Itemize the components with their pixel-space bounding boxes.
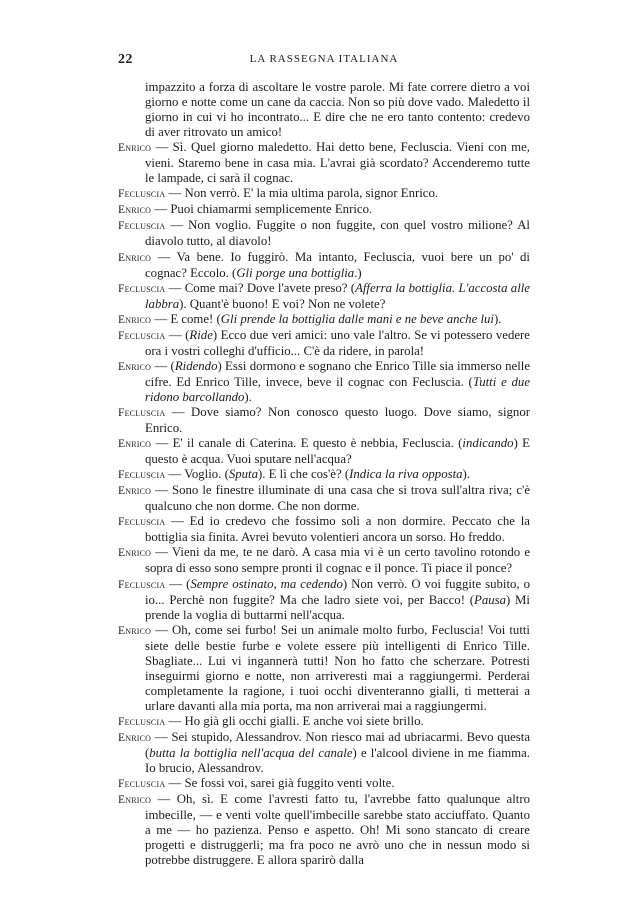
stage-direction: Pausa (474, 592, 507, 607)
dialogue-line (118, 218, 530, 249)
speaker-name: Fecluscia (118, 778, 166, 791)
spoken-text: ) e l'alcool diviene in me fiamma. Io brucio, Alessandrov. (145, 746, 530, 776)
speaker-name: Fecluscia (118, 516, 166, 529)
spoken-text: — E come! ( (151, 311, 221, 326)
spoken-text: — Sì. Quel giorno maledetto. Hai detto bene, Fecluscia. Vieni con me, vieni. Staremo bene in casa mia. L'avrai già scordato? Accenderemo tutte le lampade, ci sarà il cognac. (145, 140, 530, 186)
spoken-text: — ( (165, 576, 191, 591)
spoken-text: — Ho già gli occhi gialli. E anche voi siete brillo. (165, 713, 424, 728)
spoken-text: — ( (151, 358, 175, 373)
speaker-name: Fecluscia (118, 188, 166, 201)
stage-direction: Sputa (228, 467, 258, 482)
speaker-name: Enrico (118, 438, 152, 451)
speaker-name: Enrico (118, 204, 152, 217)
spoken-text: — Sono le finestre illuminate di una casa che si trova sull'altra riva; c'è qualcuno che non dorme. Che non dorme. (145, 483, 530, 514)
spoken-text: — Oh, sì. E come l'avresti fatto tu, l'avrebbe fatto qualunque altro imbecille, — e venti volte quell'imbecille sarebbe stato acciuffato. Quanto a me — ho pazienza. Penso e aspetto. Oh! Mi sono stancato di creare progetti e distruggerli; ma fra poco ne avrò uno che in nessun modo si potrebbe distruggere. E allora sparirò dalla (145, 792, 530, 868)
spoken-text: — Dove siamo? Non conosco questo luogo. Dove siamo, signor Enrico. (145, 404, 530, 436)
running-title: LA RASSEGNA ITALIANA (249, 53, 399, 65)
stage-direction: Ridendo (174, 358, 218, 373)
spoken-text: ) Essi dormono e sognano che Enrico Tille sia immerso nelle cifre. Ed Enrico Tille, invece, beve il cognac con Fecluscia. ( (145, 358, 530, 389)
dialogue-line (118, 140, 530, 186)
spoken-text: ) E questo è acqua. Vuoi sputare nell'acqua? (145, 436, 530, 467)
speaker-name: Fecluscia (118, 715, 166, 728)
spoken-text: — Come mai? Dove l'avete preso? ( (165, 280, 356, 295)
spoken-text: ) Non verrò. O voi fuggite subito, o io... Perchè non fuggite? Ma che ladro siete voi, per Bacco! ( (145, 576, 530, 607)
dialogue-line (118, 186, 530, 202)
dialogue-line (118, 250, 530, 281)
spoken-text: ) Ecco due veri amici: uno vale l'altro. Se vi potessero vedere ora i vostri colleghi d'ufficio... C'è da ridere, in parola! (145, 327, 530, 358)
spoken-text: — Vieni da me, te ne darò. A casa mia vi è un certo tavolino rotondo e sopra di esso sono sempre pronti il cognac e il ponce. Ti piace il ponce? (145, 545, 530, 576)
spoken-text: — Non verrò. E' la mia ultima parola, signor Enrico. (165, 186, 439, 201)
spoken-text: ). E lì che cos'è? ( (258, 467, 350, 482)
spoken-text: impazzito a forza di ascoltare le vostre parole. Mi fate correre dietro a voi giorno e notte come un cane da caccia. Non so più dove vado. Maledetto il giorno in cui vi ho incontrato... E dire che ne ero tanto contento: credevo di aver ritrovato un amico! (145, 80, 530, 140)
spoken-text: .) (354, 265, 362, 280)
stage-direction: Tutti e due ridono barcollando (145, 374, 531, 404)
spoken-text: ). (493, 311, 502, 326)
dialogue-line (118, 328, 530, 359)
dialogue-line (118, 714, 530, 730)
page-header (118, 52, 530, 72)
dialogue-line (118, 514, 530, 545)
spoken-text: — Non voglio. Fuggite o non fuggite, con quel vostro milione? Al diavolo tutto, al diavolo! (145, 218, 530, 249)
dialogue-line (118, 577, 530, 623)
spoken-text: — ( (165, 327, 190, 342)
dialogue-line (118, 405, 530, 436)
speaker-name: Fecluscia (118, 406, 166, 419)
speaker-name: Fecluscia (118, 578, 166, 591)
speaker-name: Enrico (118, 313, 152, 326)
spoken-text: ). (244, 389, 252, 404)
stage-direction: indicando (462, 436, 514, 451)
spoken-text: — Se fossi voi, sarei già fuggito venti volte. (165, 776, 395, 791)
stage-direction: Ride (189, 327, 213, 342)
speaker-name: Enrico (118, 485, 152, 498)
spoken-text: ) Mi prende la voglia di buttarmi nell'acqua. (145, 592, 530, 622)
spoken-text: — Voglio. ( (165, 467, 229, 482)
spoken-text: — Puoi chiamarmi semplicemente Enrico. (151, 202, 373, 217)
stage-direction: Gli porge una bottiglia (236, 265, 355, 280)
speaker-name: Fecluscia (118, 329, 166, 342)
spoken-text: ). (462, 467, 470, 482)
dialogue-line (118, 467, 530, 483)
spoken-text: — Sei stupido, Alessandrov. Non riesco mai ad ubriacarmi. Bevo questa ( (145, 729, 530, 761)
spoken-text: — Va bene. Io fuggirò. Ma intanto, Fecluscia, vuoi bere un po' di cognac? Eccolo. ( (145, 249, 530, 280)
dialogue-line (118, 792, 530, 868)
spoken-text: — E' il canale di Caterina. E questo è nebbia, Fecluscia. ( (151, 436, 463, 451)
speaker-name: Enrico (118, 360, 152, 373)
spoken-text: — Ed io credevo che fossimo soli a non dormire. Peccato che la bottiglia sia finita. Avrei bevuto volentieri ancora un sorso. Ho freddo. (145, 514, 530, 545)
stage-direction: Afferra la bottiglia. L'accosta alle labbra (145, 280, 530, 311)
page-number: 22 (118, 52, 133, 67)
speaker-name: Enrico (118, 731, 152, 744)
speaker-name: Fecluscia (118, 282, 166, 295)
spoken-text: ). Quant'è buono! E voi? Non ne volete? (179, 296, 386, 311)
speaker-name: Enrico (118, 142, 152, 155)
spoken-text: — Oh, come sei furbo! Sei un animale molto furbo, Fecluscia! Voi tutti siete delle bestie furbe e volete essere più intelligenti di Enrico Tille. Sbagliate... Lui vi ingannerà tutti! Non ho fatto che scherzare. Potresti inseguirmi giorno e notte, non arriveresti mai a raggiungermi. Perderai completamente la ragione, i tuoi occhi diventeranno gialli, ti metterai a urlare davanti alla mia porta, ma non arriverai mai a raggiungermi. (145, 622, 530, 713)
stage-direction: Sempre ostinato, ma cedendo (190, 576, 343, 591)
stage-direction: Gli prende la bottiglia dalle mani e ne beve anche lui (220, 311, 494, 326)
dialogue-line (118, 312, 530, 328)
dialogue-line (118, 730, 530, 776)
speaker-name: Fecluscia (118, 220, 166, 233)
speaker-name: Enrico (118, 794, 152, 807)
continued-paragraph (118, 80, 530, 140)
dialogue-line (118, 281, 530, 312)
speaker-name: Fecluscia (118, 469, 166, 482)
dialogue-line (118, 359, 530, 405)
dialogue-line (118, 436, 530, 467)
dialogue-line (118, 545, 530, 576)
dialogue-text (118, 80, 530, 868)
dialogue-line (118, 776, 530, 792)
stage-direction: Indica la riva opposta (349, 467, 463, 482)
dialogue-line (118, 483, 530, 514)
dialogue-line (118, 623, 530, 714)
stage-direction: butta la bottiglia nell'acqua del canale (149, 746, 353, 761)
dialogue-line (118, 202, 530, 218)
speaker-name: Enrico (118, 251, 152, 264)
speaker-name: Enrico (118, 624, 152, 637)
speaker-name: Enrico (118, 547, 152, 560)
